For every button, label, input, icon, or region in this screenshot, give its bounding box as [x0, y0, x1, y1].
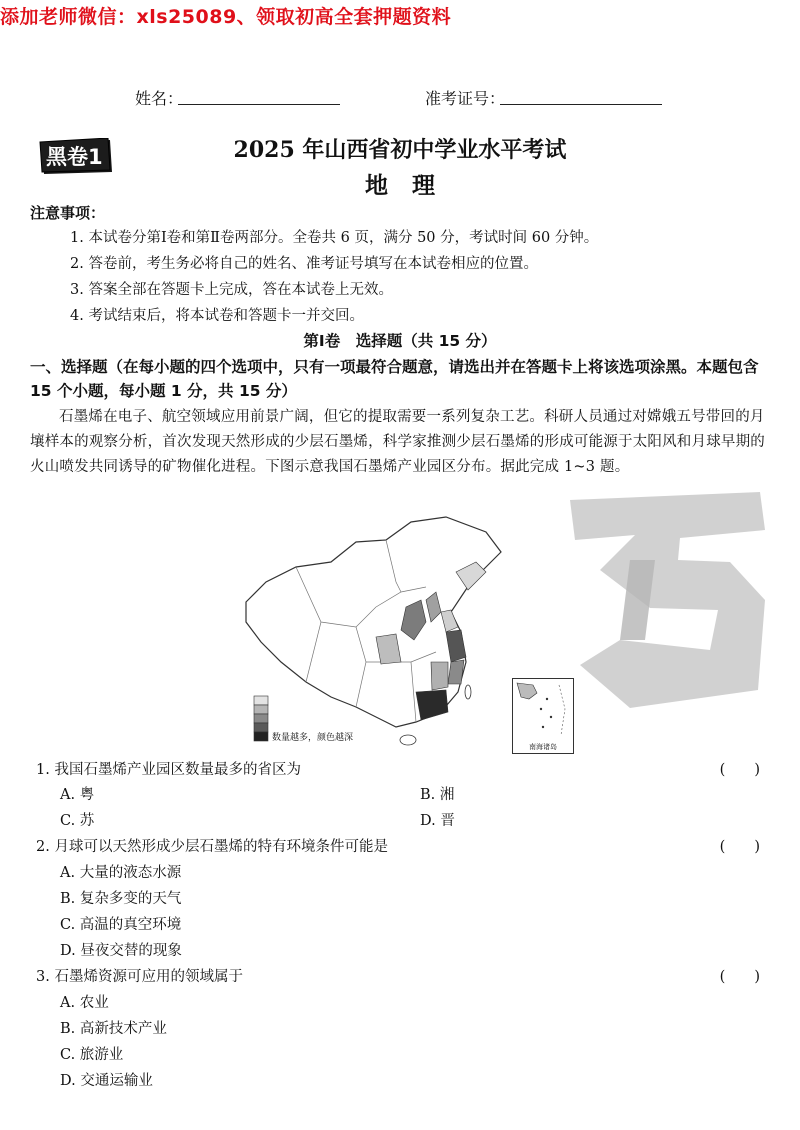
logo-text: 黑卷1: [46, 145, 103, 169]
name-label: 姓名：: [135, 89, 184, 108]
notice-heading: 注意事项：: [30, 204, 106, 222]
question-3-stem: 3. 石墨烯资源可应用的领域属于: [36, 969, 243, 985]
option: A. 农业: [60, 995, 109, 1011]
exam-subject: 地理: [365, 172, 459, 199]
section-instruction: 一、选择题（在每小题的四个选项中，只有一项最符合题意，请选出并在答题卡上将该选项涂黑。本题包含 15 个小题，每小题 1 分，共 15 分）: [30, 358, 759, 400]
option: A. 粤: [60, 787, 95, 803]
option: D. 晋: [420, 813, 455, 829]
section-title: 第Ⅰ卷 选择题（共 15 分）: [303, 332, 497, 350]
exam-title: 2025 年山西省初中学业水平考试: [233, 137, 567, 163]
reading-passage: 石墨烯在电子、航空领域应用前景广阔，但它的提取需要一系列复杂工艺。科研人员通过对嫦娥五号带回的月壤样本的观察分析，首次发现天然形成的少层石墨烯，科学家推测少层石墨烯的形成可能源于太阳风和月球早期的火山喷发共同诱导的矿物催化进程。下图示意我国石墨烯产业园区分布。据此完成 1~3 题。: [30, 409, 765, 475]
notice-item: 3. 答案全部在答题卡上完成，答在本试卷上无效。: [70, 282, 393, 298]
option: B. 湘: [420, 787, 455, 803]
watermark-graphic: [560, 490, 772, 712]
option: C. 高温的真空环境: [60, 917, 182, 933]
name-line: [178, 104, 340, 105]
option: B. 高新技术产业: [60, 1021, 167, 1037]
inset-label: 南海诸岛: [529, 743, 557, 751]
option: A. 大量的液态水源: [60, 865, 182, 881]
option: D. 交通运输业: [60, 1073, 153, 1089]
answer-paren: ( ): [719, 969, 760, 985]
option: C. 旅游业: [60, 1047, 124, 1063]
inset-map: [512, 678, 574, 754]
map-legend-label: 数量越多，颜色越深: [272, 733, 354, 743]
answer-paren: ( ): [719, 762, 760, 778]
notice-item: 2. 答卷前，考生务必将自己的姓名、准考证号填写在本试卷相应的位置。: [70, 256, 538, 272]
notice-item: 4. 考试结束后，将本试卷和答题卡一并交回。: [70, 308, 364, 324]
id-line: [500, 104, 662, 105]
answer-paren: ( ): [719, 839, 760, 855]
option: B. 复杂多变的天气: [60, 891, 182, 907]
notice-item: 1. 本试卷分第Ⅰ卷和第Ⅱ卷两部分。全卷共 6 页，满分 50 分，考试时间 60 分钟。: [70, 230, 599, 246]
question-2-stem: 2. 月球可以天然形成少层石墨烯的特有环境条件可能是: [36, 839, 388, 855]
option: C. 苏: [60, 813, 95, 829]
promo-banner: 添加老师微信：xls25089、领取初高全套押题资料: [0, 6, 452, 28]
id-label: 准考证号：: [425, 89, 506, 108]
option: D. 昼夜交替的现象: [60, 943, 182, 959]
question-1-stem: 1. 我国石墨烯产业园区数量最多的省区为: [36, 762, 301, 778]
